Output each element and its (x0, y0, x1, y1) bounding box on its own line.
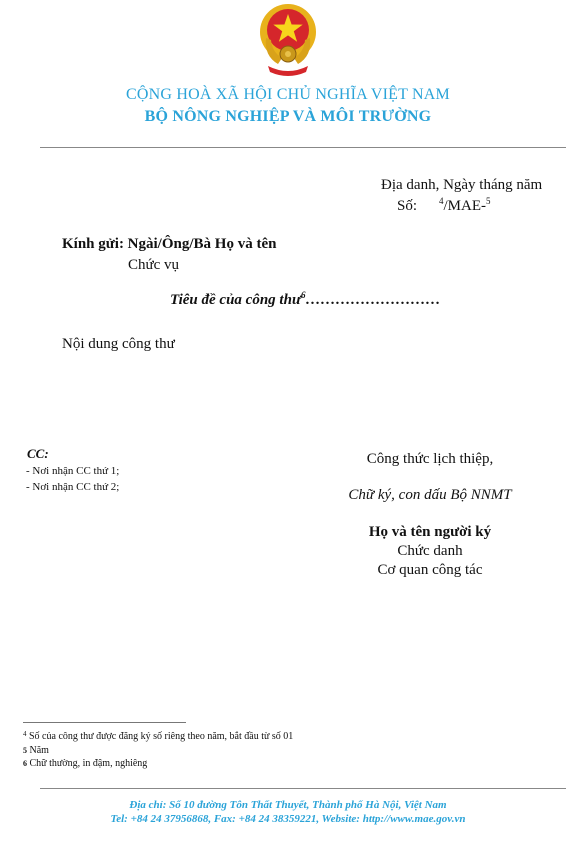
signer-name: Họ và tên người ký (368, 524, 492, 540)
national-emblem-icon (256, 2, 320, 78)
recipient-label: Kính gửi: Ngài/Ông/Bà Họ và tên (62, 236, 277, 252)
subject-text: Tiêu đề của công thư (170, 292, 301, 308)
signer-agency: Cơ quan công tác (377, 562, 483, 578)
signature-line: Chữ ký, con dấu Bộ NNMT (348, 487, 512, 503)
so-sup-4: 4 (439, 196, 444, 206)
ministry-name: BỘ NÔNG NGHIỆP VÀ MÔI TRƯỜNG (144, 108, 432, 125)
so-code: /MAE- (443, 198, 487, 214)
closing-greeting: Công thức lịch thiệp, (366, 451, 494, 467)
recipient-position: Chức vụ (128, 257, 180, 273)
so-sup-5: 5 (486, 196, 491, 206)
footer-address: Địa chỉ: Số 10 đường Tôn Thất Thuyết, Thành phố Hà Nội, Việt Nam (129, 799, 447, 811)
so-label: Số: (397, 198, 418, 214)
subject-dots: ……………………… (305, 292, 441, 308)
footer-contact: Tel: +84 24 37956868, Fax: +84 24 38359221, Website: http://www.mae.gov.vn (110, 813, 466, 825)
footnote: 5 Năm (23, 745, 49, 756)
footer-divider (40, 788, 566, 789)
signer-title: Chức danh (397, 543, 463, 559)
footnote: $^4$ Số của công thư được đăng ký số riêng theo năm, bắt đầu từ số 01 (23, 730, 294, 742)
cc-item: - Nơi nhận CC thứ 1; (26, 465, 120, 477)
cc-item: - Nơi nhận CC thứ 2; (26, 481, 120, 493)
header-divider (40, 147, 566, 148)
place-date: Địa danh, Ngày tháng năm (381, 177, 543, 193)
footnote: 6 Chữ thường, in đậm, nghiêng (23, 758, 148, 769)
country-name: CỘNG HOÀ XÃ HỘI CHỦ NGHĨA VIỆT NAM (126, 86, 450, 103)
footnote-divider (23, 722, 186, 723)
letter-body: Nội dung công thư (62, 336, 175, 352)
document-number (397, 198, 491, 215)
subject-sup: 6 (300, 290, 306, 300)
cc-title: CC: (27, 446, 49, 461)
letter-subject (170, 292, 440, 309)
